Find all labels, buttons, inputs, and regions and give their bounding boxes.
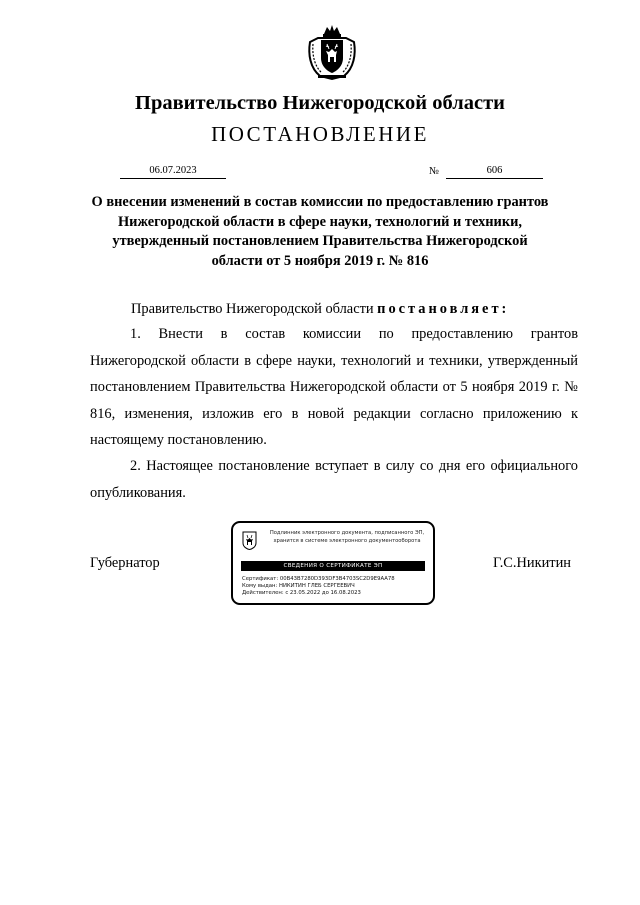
document-number: 606: [446, 164, 543, 179]
number-sign: №: [429, 166, 440, 177]
valid-value: с 23.05.2022 до 16.08.2023: [285, 590, 361, 596]
organization-name: Правительство Нижегородской области: [135, 92, 505, 114]
intro-prefix: Правительство Нижегородской области: [131, 301, 378, 317]
cert-label: Сертификат:: [242, 576, 279, 582]
intro-verb: постановляет:: [377, 301, 510, 317]
stamp-validity-row: [242, 590, 361, 597]
cert-value: 00B43B7280D393DF3B4703SC2D9E9AA78: [279, 576, 395, 582]
owner-value: НИКИТИН ГЛЕБ СЕРГЕЕВИЧ: [278, 583, 355, 589]
resolution-item-2: 2. Настоящее постановление вступает в силу со дня его официального опубликования.: [90, 458, 578, 501]
resolution-item-1: 1. Внести в состав комиссии по предоставлению грантов Нижегородской области в сфере науки, технологий и техники, утвержденный постановлением Правительства Нижегородской области от 5 ноября 2019 г. № 816, изменения, изложив его в новой редакции согласно приложению к настоящему постановлению.: [90, 326, 578, 448]
owner-label: Кому выдан:: [242, 583, 278, 589]
stamp-note: Подлинник электронного документа, подписанного ЭП, хранится в системе электронного документооборота: [269, 530, 425, 544]
valid-label: Действителен:: [242, 590, 284, 596]
stamp-owner-row: [242, 583, 355, 590]
electronic-signature-stamp: [231, 521, 435, 605]
stamp-band: СВЕДЕНИЯ О СЕРТИФИКАТЕ ЭП: [241, 561, 425, 571]
resolution-intro: [131, 296, 509, 323]
document-subject: О внесении изменений в состав комиссии по предоставлению грантов Нижегородской области в сфере науки, технологий и техники, утвержденный постановлением Правительства Нижегородской области от 5 ноября 2019 г. № 816: [91, 194, 549, 269]
coat-of-arms-icon: [302, 22, 362, 82]
document-type: ПОСТАНОВЛЕНИЕ: [211, 122, 429, 146]
document-date: 06.07.2023: [120, 164, 226, 179]
signer-name: Г.С.Никитин: [493, 555, 571, 571]
stamp-emblem-icon: [242, 531, 257, 550]
signer-position: Губернатор: [90, 555, 160, 571]
stamp-certificate-row: [242, 576, 395, 583]
